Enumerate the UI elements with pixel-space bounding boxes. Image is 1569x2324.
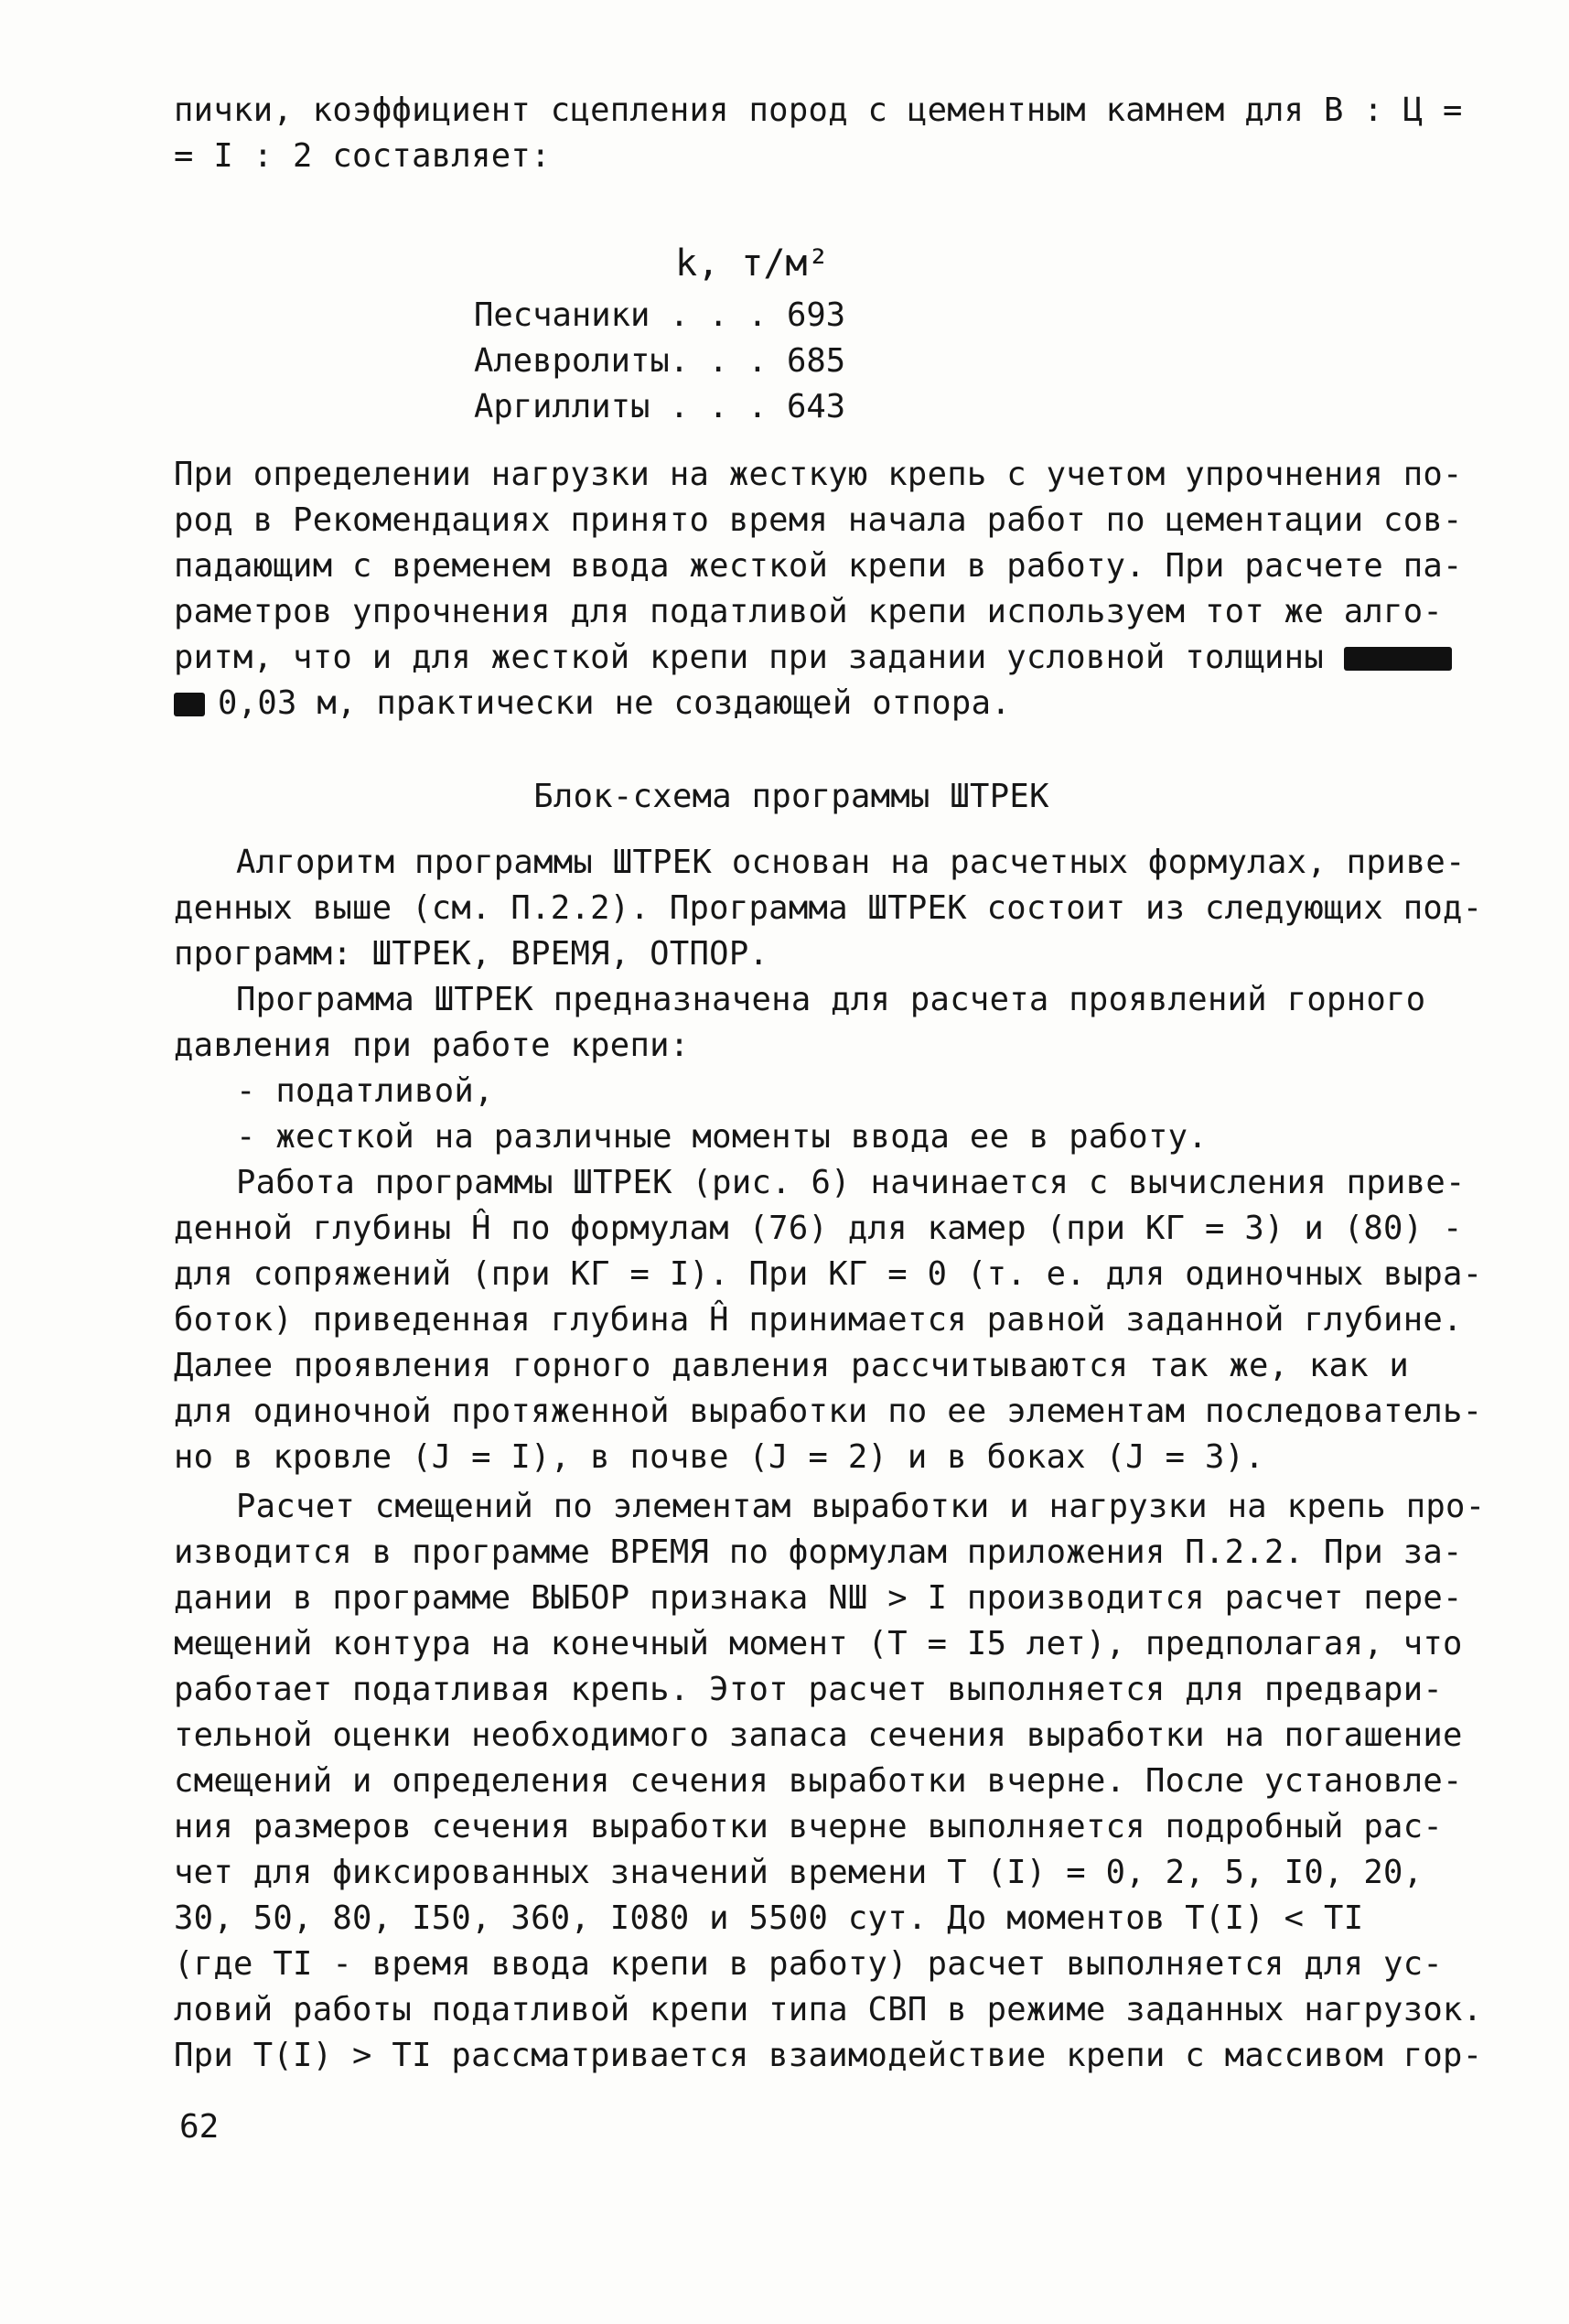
list-item: - податливой, [236,1072,494,1110]
table-row: Песчаники . . . 693 [474,296,846,334]
text-line-with-redaction [174,681,1409,726]
text-line: работает податливая крепь. Этот расчет выполняется для предвари- [174,1671,1444,1708]
text-segment: ритм, что и для жесткой крепи при задании условной толщины [174,639,1325,676]
table-row: Алевролиты. . . 685 [474,342,846,380]
text-line: Алгоритм программы ШТРЕК основан на расчетных формулах, приве- [236,844,1466,881]
text-line: тельной оценки необходимого запаса сечения выработки на погашение [174,1716,1463,1754]
text-line: давления при работе крепи: [174,1027,690,1064]
text-line: падающим с временем ввода жесткой крепи в работу. При расчете па- [174,547,1463,585]
text-line: смещений и определения сечения выработки вчерне. После установле- [174,1762,1463,1800]
text-line: 30, 50, 80, I50, 360, I080 и 5500 сут. До моментов Т(I) < TI [174,1899,1364,1937]
text-line: боток) приведенная глубина Ĥ принимается равной заданной глубине. [174,1301,1463,1339]
text-line: мещений контура на конечный момент (Т = I5 лет), предполагая, что [174,1625,1463,1662]
list-item: - жесткой на различные моменты ввода ее в работу. [236,1118,1208,1156]
text-line: Расчет смещений по элементам выработки и нагрузки на крепь про- [236,1488,1486,1525]
text-line: раметров упрочнения для податливой крепи используем тот же алго- [174,593,1444,630]
text-line: Программа ШТРЕК предназначена для расчета проявлений горного [236,981,1426,1018]
text-line: денной глубины Ĥ по формулам (76) для камер (при КГ = 3) и (80) - [174,1210,1463,1247]
section-title: Блок-схема программы ШТРЕК [533,778,1049,815]
text-line-with-redaction [174,635,1409,681]
text-line: При определении нагрузки на жесткую крепь с учетом упрочнения по- [174,456,1463,493]
text-line: дании в программе ВЫБОР признака NШ > I производится расчет пере- [174,1579,1463,1617]
text-line: денных выше (см. П.2.2). Программа ШТРЕК состоит из следующих под- [174,889,1483,927]
text-line: = I : 2 составляет: [174,137,551,175]
text-line: для одиночной протяженной выработки по ее элементам последователь- [174,1393,1483,1430]
text-line: пички, коэффициент сцепления пород с цементным камнем для В : Ц = [174,91,1463,129]
page-number: 62 [179,2108,220,2146]
text-line: При Т(I) > TI рассматривается взаимодействие крепи с массивом гор- [174,2037,1483,2074]
text-line: Далее проявления горного давления рассчитываются так же, как и [174,1347,1409,1384]
text-line: программ: ШТРЕК, ВРЕМЯ, ОТПОР. [174,935,769,973]
text-line: изводится в программе ВРЕМЯ по формулам приложения П.2.2. При за- [174,1533,1463,1571]
redaction-mark [174,693,205,716]
text-line: чет для фиксированных значений времени Т (I) = 0, 2, 5, I0, 20, [174,1854,1424,1891]
text-line: род в Рекомендациях принято время начала работ по цементации сов- [174,501,1463,539]
text-line: ния размеров сечения выработки вчерне выполняется подробный рас- [174,1808,1444,1845]
table-header: k, т/м² [675,242,830,285]
text-line: (где TI - время ввода крепи в работу) расчет выполняется для ус- [174,1945,1444,1983]
redaction-mark [1344,647,1452,671]
text-line: но в кровле (J = I), в почве (J = 2) и в боках (J = 3). [174,1438,1265,1476]
text-segment: 0,03 м, практически не создающей отпора. [218,684,1011,722]
text-line: ловий работы податливой крепи типа СВП в режиме заданных нагрузок. [174,1991,1483,2028]
text-line: для сопряжений (при КГ = I). При КГ = 0 (т. е. для одиночных выра- [174,1255,1483,1293]
text-line: Работа программы ШТРЕК (рис. 6) начинается с вычисления приве- [236,1164,1466,1201]
table-row: Аргиллиты . . . 643 [474,388,846,425]
